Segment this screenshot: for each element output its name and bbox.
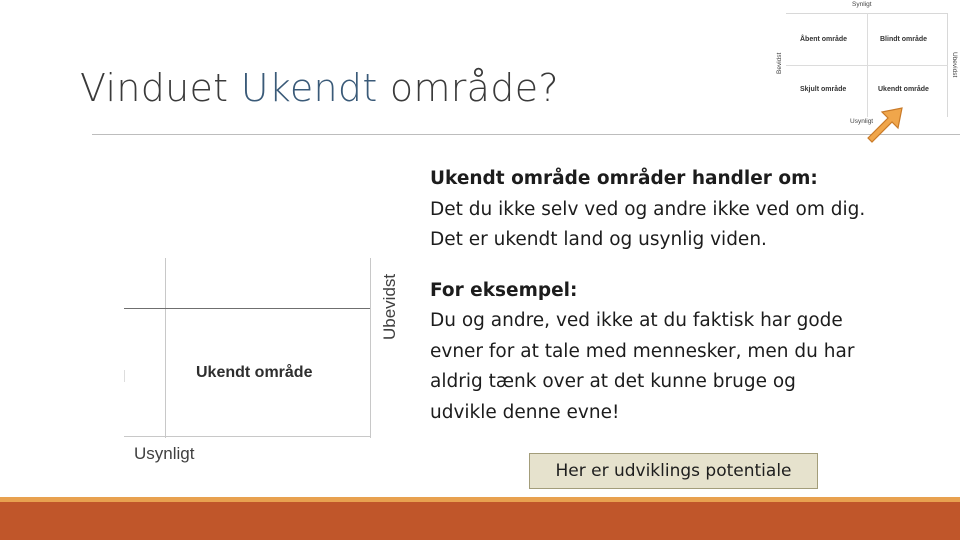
thumbnail-right-label: Ubevidst (951, 52, 958, 78)
potential-callout: Her er udviklings potentiale (529, 453, 818, 489)
heading-example: For eksempel: (430, 279, 578, 301)
thumbnail-cell-unknown: Ukendt område (878, 86, 929, 93)
diagram-right-line (370, 258, 371, 438)
diagram-quadrant-label: Ukendt område (196, 364, 313, 381)
body-line-2: Det er ukendt land og usynlig viden. (430, 229, 767, 250)
thumbnail-top-label: Synligt (852, 1, 872, 8)
example-line-1: Du og andre, ved ikke at du faktisk har gode (430, 310, 843, 331)
diagram-side-label: Ubevidst (380, 273, 399, 340)
thumbnail-bottom-label: Usynligt (850, 118, 874, 125)
thumbnail-horizontal-line (786, 65, 948, 66)
title-divider (92, 134, 960, 135)
example-line-4: udvikle denne evne! (430, 401, 620, 423)
thumbnail-left-label: Bevidst (776, 52, 783, 74)
title-highlight: Ukendt (240, 66, 378, 110)
thumbnail-cell-blind: Blindt område (880, 36, 928, 43)
slide-body (430, 164, 930, 428)
title-suffix: område? (377, 66, 559, 110)
diagram-left-line (165, 258, 166, 438)
diagram-bottom-line (124, 436, 370, 437)
example-line-2: evner for at tale med mennesker, men du har (430, 340, 855, 362)
heading-unknown-area: Ukendt område områder handler om: (430, 168, 818, 189)
footer-bar (0, 497, 960, 540)
title-prefix: Vinduet (80, 66, 241, 110)
unknown-area-diagram (120, 258, 420, 468)
footer-accent (0, 497, 960, 502)
thumbnail-cell-hidden: Skjult område (800, 86, 847, 93)
diagram-top-line (124, 308, 370, 309)
diagram-edge-tick (124, 370, 125, 382)
example-line-3: aldrig tænk over at det kunne bruge og (430, 371, 796, 392)
paragraph-gap (430, 256, 930, 276)
body-line-1: Det du ikke selv ved og andre ikke ved om dig. (430, 198, 866, 220)
slide-title (80, 66, 559, 110)
diagram-bottom-label: Usynligt (134, 444, 195, 463)
thumbnail-cell-open: Åbent område (800, 36, 848, 43)
arrow-icon (862, 104, 906, 148)
